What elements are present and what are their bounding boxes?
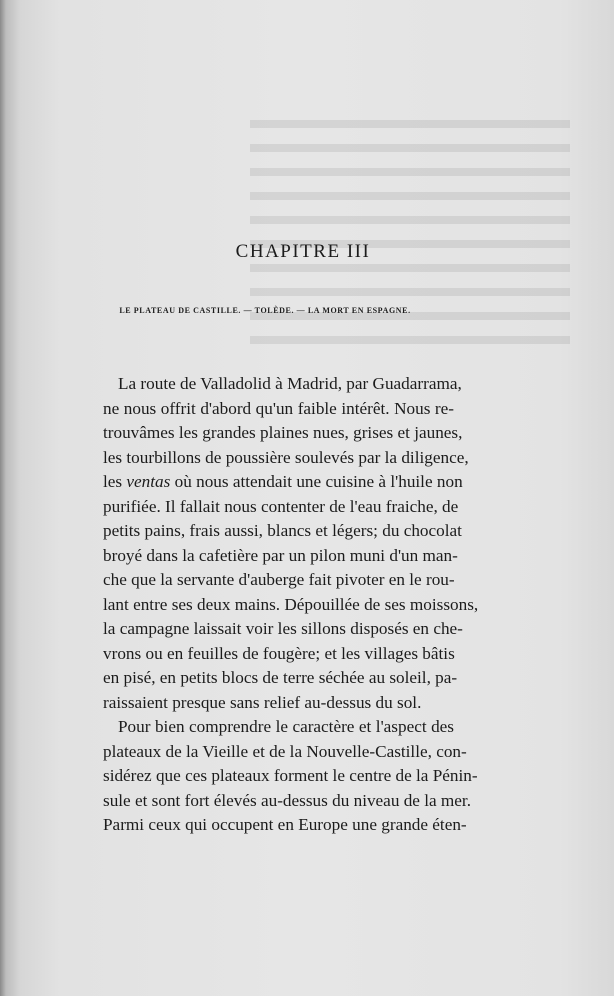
text-line: les tourbillons de poussière soulevés par la diligence,	[103, 447, 469, 467]
text-line: sidérez que ces plateaux forment le centre de la Pénin-	[103, 766, 478, 785]
text-line: ne nous offrit d'abord qu'un faible intérêt. Nous re-	[103, 398, 454, 418]
italic-word: ventas	[126, 472, 171, 491]
text-line: Parmi ceux qui occupent en Europe une grande éten-	[103, 815, 467, 834]
text-line: en pisé, en petits blocs de terre séchée au soleil, pa-	[103, 668, 458, 687]
text-line: broyé dans la cafetière par un pilon muni d'un man-	[103, 545, 458, 565]
text-line: sule et sont fort élevés au-dessus du niveau de la mer.	[103, 790, 471, 810]
chapter-title	[0, 241, 614, 263]
chapter-subtitle: LE PLATEAU DE CASTILLE. — TOLÈDE. — LA MORT EN ESPAGNE.	[119, 306, 411, 315]
text-line: plateaux de la Vieille et de la Nouvelle-Castille, con-	[103, 741, 467, 761]
text-line: petits pains, frais aussi, blancs et légers; du chocolat	[103, 521, 462, 540]
text-line: raissaient presque sans relief au-dessus du sol.	[103, 692, 422, 712]
text-line: vrons ou en feuilles de fougère; et les villages bâtis	[103, 643, 455, 663]
text-run: les	[103, 472, 123, 491]
body-text	[103, 372, 479, 838]
text-line: La route de Valladolid à Madrid, par Guadarrama,	[118, 374, 462, 393]
text-run: où nous attendait une cuisine à l'huile non	[174, 472, 463, 491]
show-through-text	[250, 120, 570, 350]
text-line	[103, 470, 463, 495]
text-line: Pour bien comprendre le caractère et l'aspect des	[118, 717, 454, 736]
chapter-title-text: CHAPITRE III	[235, 241, 371, 262]
text-line: che que la servante d'auberge fait pivoter en le rou-	[103, 570, 455, 589]
text-line: la campagne laissait voir les sillons disposés en che-	[103, 619, 463, 638]
text-line: trouvâmes les grandes plaines nues, grises et jaunes,	[103, 423, 463, 442]
text-line: purifiée. Il fallait nous contenter de l'eau fraiche, de	[103, 496, 459, 516]
text-line: lant entre ses deux mains. Dépouillée de ses moissons,	[103, 594, 479, 614]
